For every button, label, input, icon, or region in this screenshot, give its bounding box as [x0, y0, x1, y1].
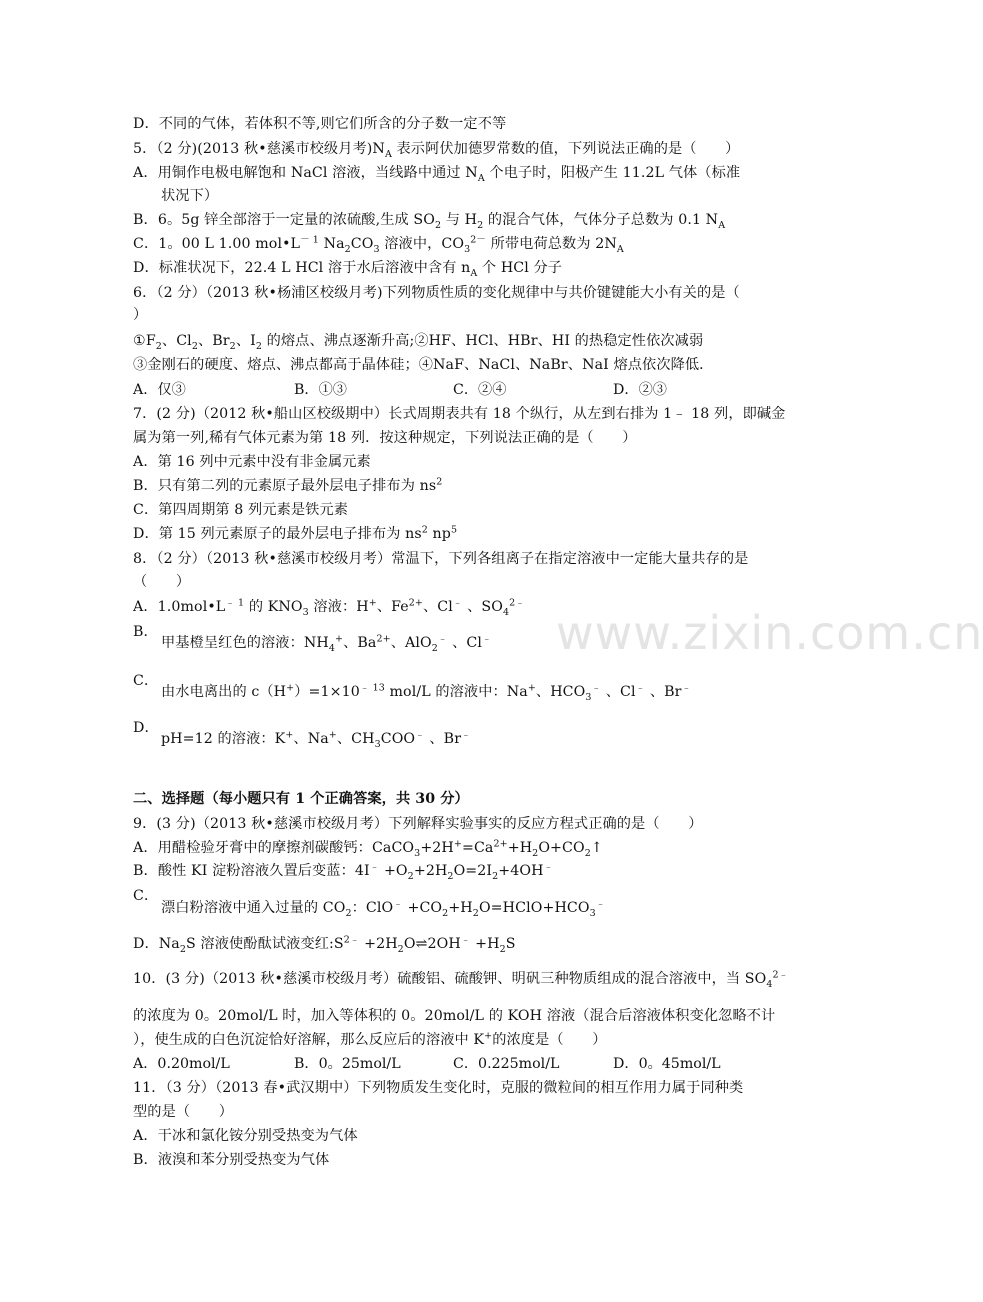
- q9-option-a: A．用醋检验牙膏中的摩擦剂碳酸钙：$CaCO_3+2H^+=Ca^{2+}+H_2O+CO_2↑$: [133, 838, 603, 859]
- q7-stem-cont: 属为第一列,稀有气体元素为第 18 列．按这种规定，下列说法正确的是（ ）: [133, 430, 637, 446]
- q8-option-c-letter: C．: [133, 673, 159, 689]
- q5-option-c: C．1。00 L 1.00 $mol•L^{- 1}$ $Na_2CO_3$ 溶液中，$CO_3^{2-}$ 所带电荷总数为 $2N_A$: [133, 234, 624, 255]
- q9-option-c: 漂白粉溶液中通入过量的 $CO_2$：$ClO^﹣ +CO_2+H_2O=HClO+HCO_3^﹣$: [161, 898, 606, 919]
- q10-option-c: C．0.225mol/L: [453, 1056, 560, 1072]
- q8-stem-cont: （ ）: [133, 574, 191, 590]
- q6-option-d: D．②③: [613, 382, 667, 398]
- q10-option-a: A．0.20mol/L: [133, 1056, 230, 1072]
- q8-option-c: 由水电离出的 $c(H^+)=1\times 10^{﹣ 13}$ mol/L 的溶液中：Na+、$HCO_3^﹣$ 、Cl﹣ 、Br﹣: [161, 682, 692, 703]
- q7-option-d: D．第 15 列元素原子的最外层电子排布为 $ns^2$ $np^5$: [133, 524, 458, 542]
- q10-option-d: D．0。45mol/L: [613, 1056, 721, 1072]
- q9-stem: 9．(3 分)（2013 秋•慈溪市校级月考）下列解释实验事实的反应方程式正确的是（ ）: [133, 816, 703, 832]
- q6-option-a: A．仅③: [133, 382, 186, 398]
- q10-stem-cont-1: 的浓度为 0。20mol/L 时，加入等体积的 0。20mol/L 的 KOH 溶液（混合后溶液体积变化忽略不计: [133, 1008, 776, 1024]
- q7-option-b: B．只有第二列的元素原子最外层电子排布为 $ns^2$: [133, 476, 443, 494]
- q11-option-a: A．干冰和氯化铵分别受热变为气体: [133, 1128, 358, 1144]
- q8-option-b: 甲基橙呈红色的溶液：$NH_4^+$、$Ba^{2+}$、AlO$_2$﹣ 、Cl﹣: [161, 633, 492, 654]
- watermark: www.zixin.com.cn: [556, 606, 983, 660]
- q8-option-d: pH=12 的溶液：K+、Na+、$CH_3COO^﹣$ 、Br﹣: [161, 729, 471, 750]
- q6-option-c: C．②④: [453, 382, 507, 398]
- q8-option-b-letter: B．: [133, 624, 158, 640]
- q11-option-b: B．液溴和苯分别受热变为气体: [133, 1152, 330, 1168]
- q6-option-b: B．①③: [294, 382, 347, 398]
- q5-option-b: B．6。5g 锌全部溶于一定量的浓硫酸,生成 $SO_2$ 与 $H_2$ 的混合气体，气体分子总数为 0.1 $N_A$: [133, 212, 726, 231]
- q10-stem-cont-2: ），使生成的白色沉淀恰好溶解，那么反应后的溶液中 K+的浓度是（ ）: [133, 1030, 607, 1048]
- q6-items-1-2: $①F_2$、$Cl_2$、$Br_2$、$I_2$ 的熔点、沸点逐渐升高;②HF、HCl、HBr、HI 的热稳定性依次减弱: [133, 333, 704, 352]
- q8-option-d-letter: D．: [133, 720, 159, 736]
- q7-stem: 7．(2 分)（2012 秋•船山区校级期中）长式周期表共有 18 个纵行，从左到右排为 1﹣ 18 列，即碱金: [133, 406, 786, 422]
- q10-stem: 10．(3 分)（2013 秋•慈溪市校级月考）硫酸铝、硫酸钾、明矾三种物质组成的混合溶液中，当 $SO_4^{2﹣}$: [133, 969, 789, 990]
- q6-stem-cont: ）: [133, 307, 148, 323]
- q8-option-a: A．$1.0mol•L^{﹣ 1}$ 的 $KNO_3$ 溶液：H+、$Fe^{2+}$、Cl﹣ 、$SO_4^{2﹣}$: [133, 597, 525, 618]
- q4-option-d: D．不同的气体，若体积不等,则它们所含的分子数一定不等: [133, 116, 507, 132]
- q5-option-a-cont: 状况下）: [161, 188, 219, 204]
- q9-option-c-letter: C．: [133, 888, 159, 904]
- q11-stem: 11．（3 分）（2013 春•武汉期中）下列物质发生变化时，克服的微粒间的相互作用力属于同种类: [133, 1080, 744, 1096]
- q6-stem: 6．（2 分）（2013 秋•杨浦区校级月考)下列物质性质的变化规律中与共价键键能大小有关的是（: [133, 285, 740, 301]
- q9-option-b: B．酸性 KI 淀粉溶液久置后变蓝：$4I^﹣ +O_2+2H_2O=2I_2+4OH^﹣$: [133, 861, 554, 882]
- q10-option-b: B．0。25mol/L: [294, 1056, 401, 1072]
- q6-items-3-4: ③金刚石的硬度、熔点、沸点都高于晶体硅；④NaF、NaCl、NaBr、NaI 熔点依次降低．: [133, 357, 714, 373]
- q5-stem: 5．（2 分)(2013 秋•慈溪市校级月考)$N_A$ 表示阿伏加德罗常数的值，下列说法正确的是（ ）: [133, 141, 740, 160]
- q11-stem-cont: 型的是（ ）: [133, 1104, 234, 1120]
- q5-option-a: A．用铜作电极电解饱和 NaCl 溶液，当线路中通过 $N_A$ 个电子时，阳极产生 11.2L 气体（标准: [133, 165, 741, 184]
- q7-option-a: A．第 16 列中元素中没有非金属元素: [133, 454, 371, 470]
- q7-option-c: C．第四周期第 8 列元素是铁元素: [133, 502, 349, 518]
- q8-stem: 8．（2 分）（2013 秋•慈溪市校级月考）常温下，下列各组离子在指定溶液中一定能大量共存的是: [133, 551, 749, 567]
- q9-option-d: D．$Na_2S$ 溶液使酚酞试液变红$:S^{2﹣}$ $+2H_2O\rightleftharpoons 2OH^﹣ +H_2S$: [133, 934, 516, 955]
- q5-option-d: D．标准状况下，22.4 L HCl 溶于水后溶液中含有 $n_A$ 个 HCl 分子: [133, 260, 563, 279]
- section-heading: 二、选择题（每小题只有 1 个正确答案，共 30 分）: [133, 791, 469, 807]
